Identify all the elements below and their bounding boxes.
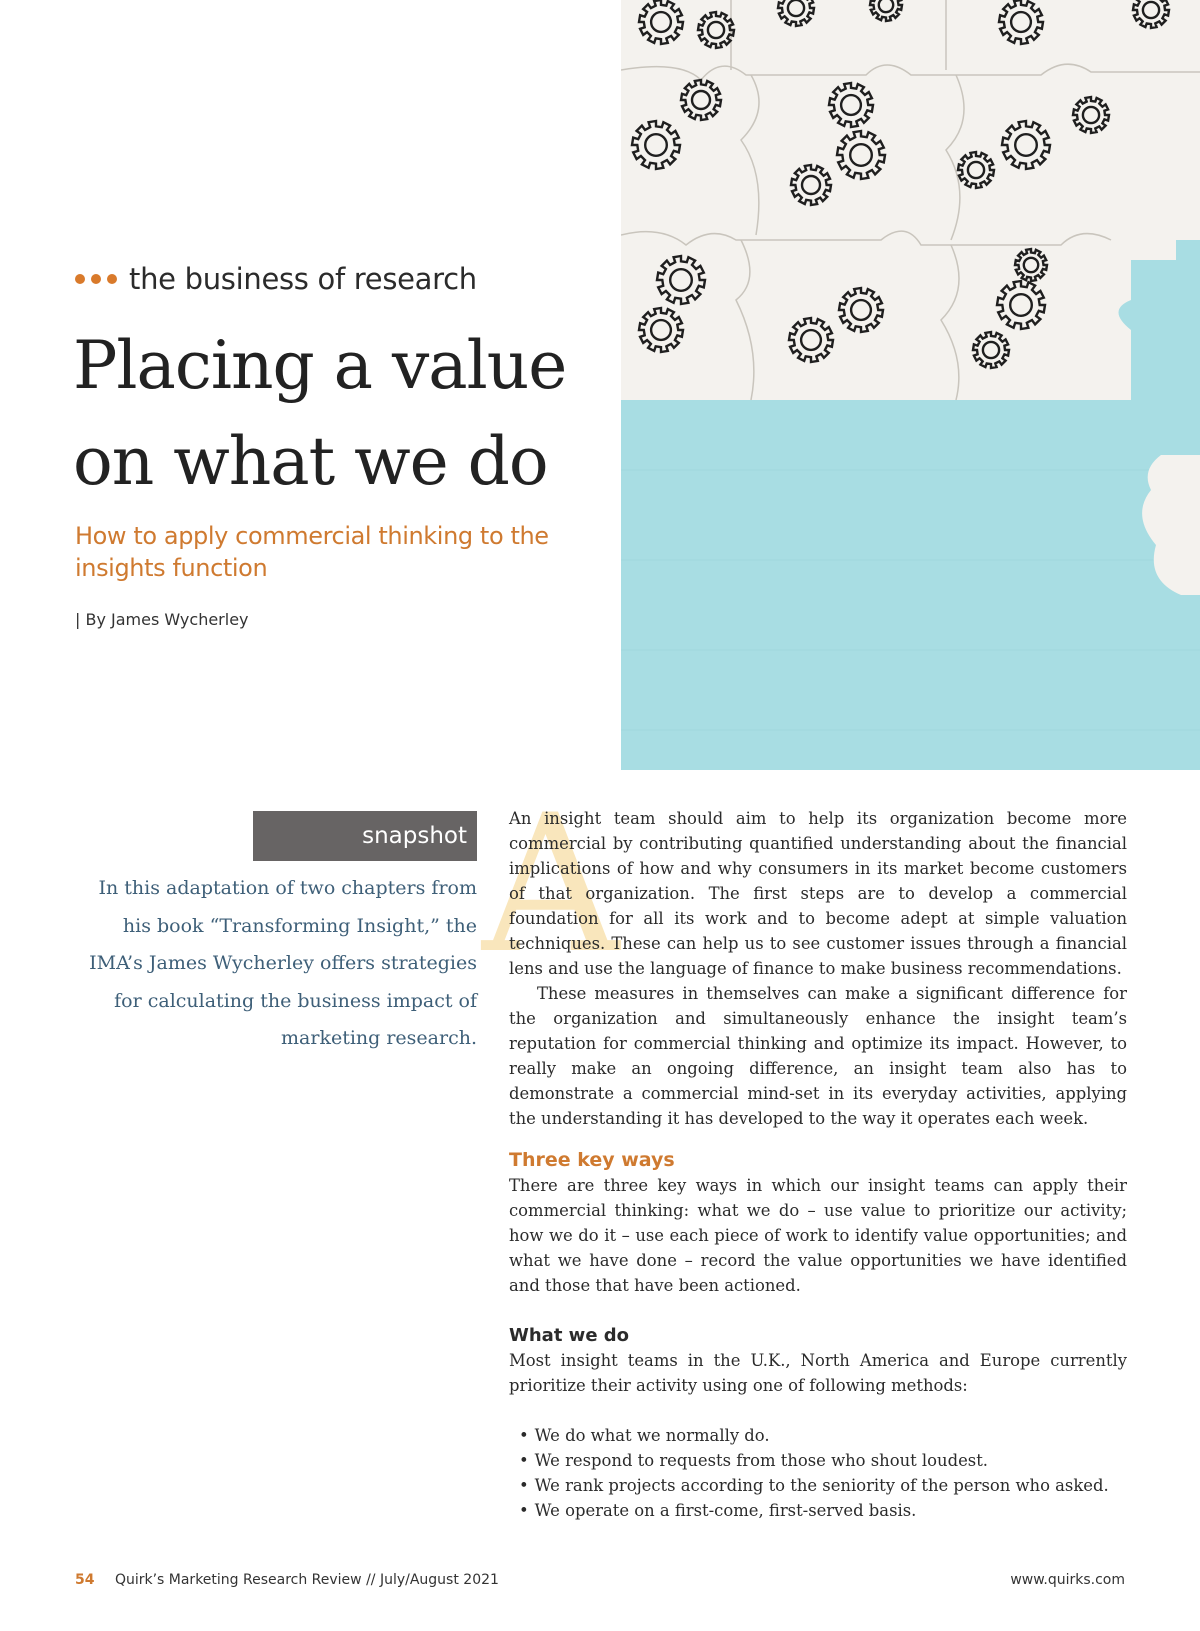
article-body — [509, 806, 1127, 1523]
list-item: • We rank projects according to the seniority of the person who asked. — [519, 1476, 1109, 1495]
headline-line-2: on what we do — [73, 423, 548, 500]
snapshot-summary: In this adaptation of two chapters from his book “Transforming Insight,” the IMA’s James Wycherley offers strategies for calculating the business impact of marketing research. — [89, 877, 477, 1049]
subhead-three-key-ways: Three key ways — [509, 1149, 675, 1171]
headline-line-1: Placing a value — [73, 327, 567, 404]
puzzle-gears-illustration — [621, 0, 1200, 770]
paragraph-2: These measures in themselves can make a significant difference for the organization and simultaneously enhance the insight team’s reputation for commercial thinking and optimize its impact. However, to really make an ongoing difference, an insight team also has to demonstrate a commercial mind-set in its everyday activities, applying the understanding it has developed to the way it operates each week. — [509, 984, 1127, 1128]
puzzle-board — [621, 0, 1200, 400]
snapshot-label: snapshot — [362, 823, 467, 849]
list-item: • We do what we normally do. — [519, 1426, 770, 1445]
footer-publication — [75, 1572, 499, 1588]
paragraph-1: An insight team should aim to help its organization become more commercial by contributing quantified understanding about the financial implications of how and why consumers in its market become customers of that organization. The first steps are to develop a commercial foundation for all its work and to become adept at simple valuation techniques. These can help us to see customer issues through a financial lens and use the language of finance to make business recommendations. — [509, 809, 1127, 978]
paragraph-4: Most insight teams in the U.K., North America and Europe currently prioritize their activity using one of following methods: — [509, 1351, 1127, 1395]
puzzle-photo — [621, 0, 1200, 770]
kicker-dots-icon — [75, 274, 117, 284]
footer-url[interactable]: www.quirks.com — [1010, 1572, 1125, 1588]
article-headline — [73, 318, 603, 510]
byline: | By James Wycherley — [75, 610, 249, 629]
section-kicker — [75, 262, 477, 296]
paragraph-3: There are three key ways in which our insight teams can apply their commercial thinking: what we do – use value to prioritize our activity; how we do it – use each piece of work to identify value opportunities; and what we have done – record the value opportunities we have identified and those that have been actioned. — [509, 1176, 1127, 1295]
bullet-list — [509, 1423, 1127, 1523]
subhead-what-we-do: What we do — [509, 1325, 630, 1346]
publication-title: Quirk’s Marketing Research Review // July/August 2021 — [114, 1572, 499, 1588]
drop-cap: A — [482, 774, 620, 995]
article-deck: How to apply commercial thinking to the insights function — [75, 522, 549, 582]
kicker-text: the business of research — [129, 262, 477, 296]
page-number: 54 — [75, 1572, 95, 1588]
list-item: • We operate on a first-come, first-served basis. — [519, 1501, 917, 1520]
snapshot-label-box — [253, 811, 477, 861]
list-item: • We respond to requests from those who shout loudest. — [519, 1451, 988, 1470]
